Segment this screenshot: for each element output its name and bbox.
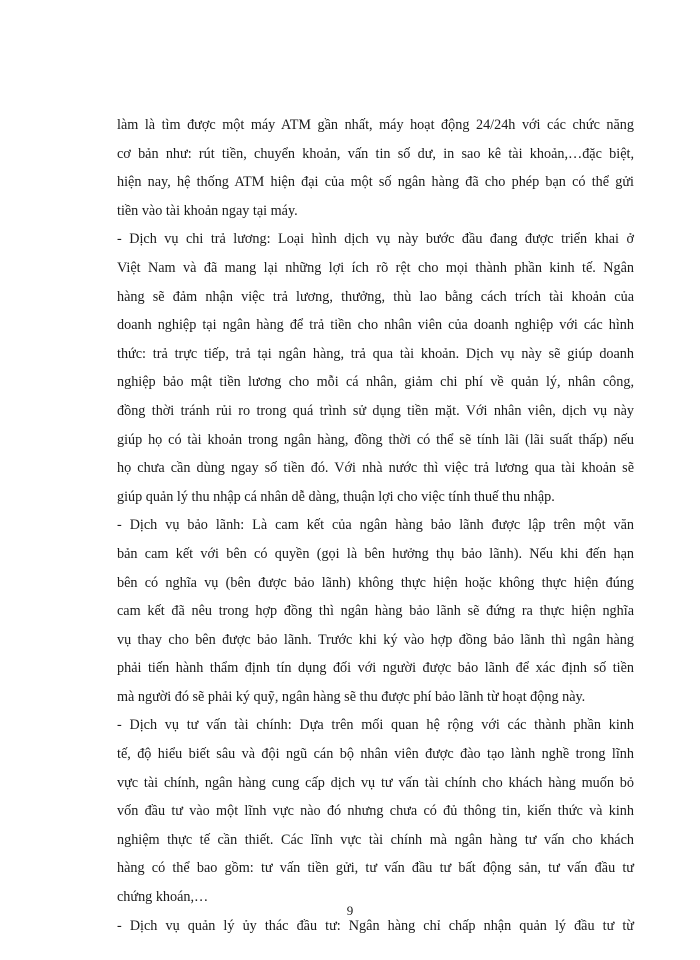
paragraph: [117, 511, 634, 711]
text-line: làm là tìm được một máy ATM gần nhất, máy hoạt động 24/24h với các chức năng: [117, 117, 634, 133]
text-line: bên có nghĩa vụ (bên được bảo lãnh) không thực hiện hoặc không thực hiện đúng: [117, 574, 634, 591]
text-line: vực tài chính, ngân hàng cung cấp dịch vụ tư vấn tài chính cho khách hàng muốn bỏ: [117, 774, 634, 791]
text-line: nghiệm thực tế cần thiết. Các lĩnh vực tài chính mà ngân hàng tư vấn cho khách: [117, 831, 634, 848]
text-line: chứng khoán,…: [117, 889, 209, 906]
text-line: nghiệp bảo mật tiền lương cho mỗi cá nhân, giảm chi phí về quản lý, nhân công,: [117, 374, 634, 391]
text-line: - Dịch vụ quản lý ủy thác đầu tư: Ngân hàng chỉ chấp nhận quản lý đầu tư từ: [117, 917, 634, 934]
text-line: vụ thay cho bên được bảo lãnh. Trước khi ký vào hợp đồng bảo lãnh thì ngân hàng: [117, 631, 634, 648]
document-body: [117, 111, 634, 940]
paragraph: [117, 711, 634, 911]
text-line: hiện nay, hệ thống ATM hiện đại của một số ngân hàng đã cho phép bạn có thể gửi: [117, 174, 634, 191]
page-number: 9: [346, 903, 354, 918]
text-line: thức: trả trực tiếp, trả tại ngân hàng, trả qua tài khoản. Dịch vụ này sẽ giúp doanh: [117, 345, 634, 362]
text-line: vốn đầu tư vào một lĩnh vực nào đó nhưng chưa có đủ thông tin, kiến thức và kinh: [117, 803, 634, 820]
text-line: Việt Nam và đã mang lại những lợi ích rõ rệt cho mọi thành phần kinh tế. Ngân: [117, 259, 634, 276]
text-line: doanh nghiệp tại ngân hàng để trả tiền cho nhân viên của doanh nghiệp với các hình: [117, 317, 634, 334]
text-line: cơ bản như: rút tiền, chuyển khoản, vấn tin số dư, in sao kê tài khoản,…đặc biệt,: [117, 145, 634, 162]
text-line: mà người đó sẽ phải ký quỹ, ngân hàng sẽ thu được phí bảo lãnh từ hoạt động này.: [117, 688, 586, 705]
text-line: bản cam kết với bên có quyền (gọi là bên hưởng thụ bảo lãnh). Nếu khi đến hạn: [117, 545, 634, 562]
text-line: đồng thời tránh rủi ro trong quá trình sử dụng tiền mặt. Với nhân viên, dịch vụ này: [117, 402, 634, 419]
text-line: cam kết đã nêu trong hợp đồng thì ngân hàng bảo lãnh sẽ đứng ra thực hiện nghĩa: [117, 603, 634, 620]
text-line: hàng có thể bao gồm: tư vấn tiền gửi, tư vấn đầu tư bất động sản, tư vấn đầu tư: [117, 860, 634, 877]
text-line: tiền vào tài khoản ngay tại máy.: [117, 202, 298, 219]
text-line: giúp quản lý thu nhập cá nhân dễ dàng, thuận lợi cho việc tính thuế thu nhập.: [117, 488, 555, 505]
text-line: giúp họ có tài khoản trong ngân hàng, đồng thời có thể sẽ tính lãi (lãi suất thấp) nếu: [117, 431, 634, 448]
paragraph: [117, 111, 634, 225]
text-line: - Dịch vụ bảo lãnh: Là cam kết của ngân hàng bảo lãnh được lập trên một văn: [117, 517, 634, 534]
paragraph: [117, 225, 634, 511]
text-line: tế, độ hiểu biết sâu và đội ngũ cán bộ nhân viên được đào tạo lành nghề trong lĩnh: [117, 746, 634, 763]
text-line: hàng sẽ đảm nhận việc trả lương, thưởng, thù lao bằng cách trích tài khoản của: [117, 288, 634, 305]
text-line: - Dịch vụ chi trả lương: Loại hình dịch vụ này bước đầu đang được triển khai ở: [117, 231, 634, 248]
text-line: - Dịch vụ tư vấn tài chính: Dựa trên mối quan hệ rộng với các thành phần kinh: [117, 717, 634, 734]
text-line: họ chưa cần dùng ngay số tiền đó. Với nhà nước thì việc trả lương qua tài khoản sẽ: [117, 460, 634, 477]
text-line: phải tiến hành thẩm định tín dụng đối với người được bảo lãnh để xác định số tiền: [117, 660, 634, 677]
